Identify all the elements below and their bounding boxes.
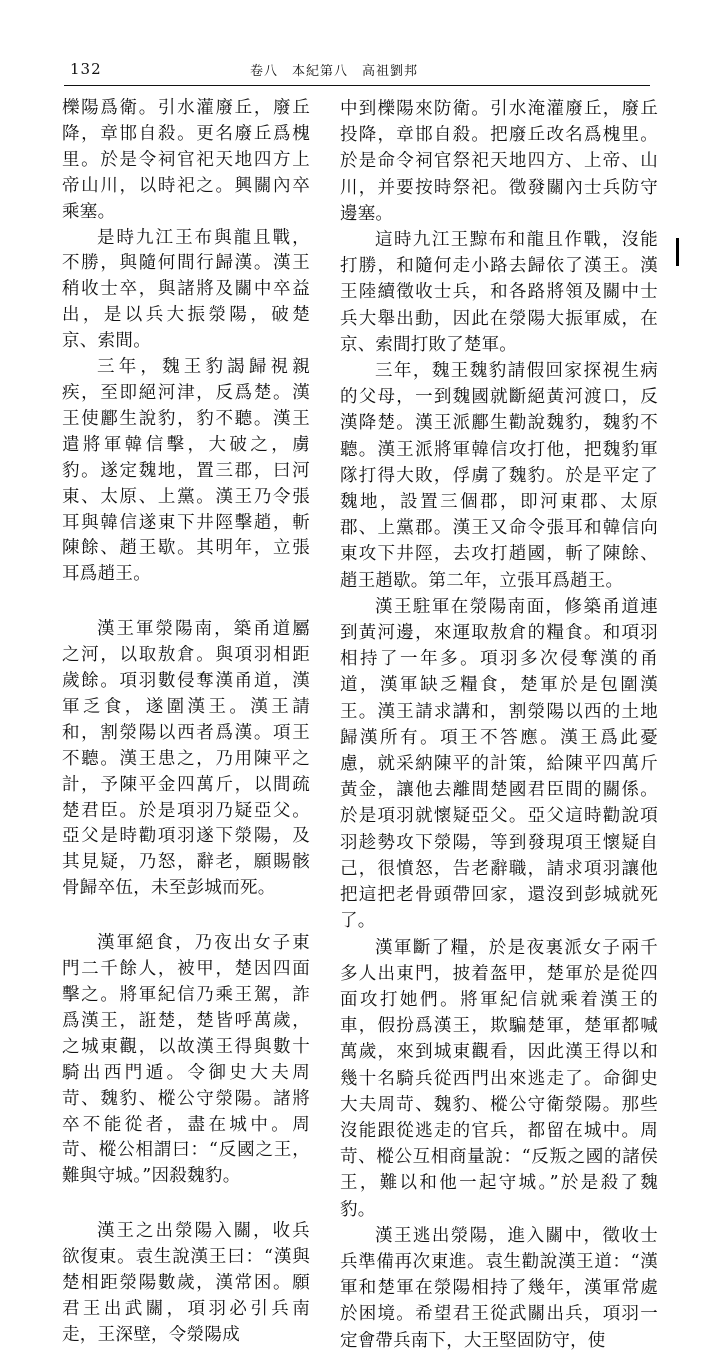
right-paragraph-4: 漢王駐軍在滎陽南面，修築甬道連到黃河邊，來運取敖倉的糧食。和項羽相持了一年多。項羽多次侵奪漢的甬道，漢軍缺乏糧食，楚軍於是包圍漢王。漢王請求講和，割滎陽以西的土地歸漢所有。項王不答應。漢王爲此憂慮，就采納陳平的計策，給陳平四萬斤黃金，讓他去離間楚國君臣間的關係。於是項羽就懷疑亞父。亞父這時勸說項羽趁勢攻下滎陽，等到發現項王懷疑自己，很憤怒，告老辭職，請求項羽讓他把這把老骨頭帶回家，還沒到彭城就死了。 [340,596,658,932]
right-paragraph-5: 漢軍斷了糧，於是夜裏派女子兩千多人出東門，披着盔甲，楚軍於是從四面攻打她們。將軍紀信就乘着漢王的車，假扮爲漢王，欺騙楚軍，楚軍都喊萬歲，來到城東觀看，因此漢王得以和幾十名騎兵從西門出來逃走了。命御史大夫周苛、魏豹、樅公守衛滎陽。那些沒能跟從逃走的官兵，都留在城中。周苛、樅公互相商量說：“反叛之國的諸侯王，難以和他一起守城。”於是殺了魏豹。 [340,937,658,1220]
left-paragraph-6: 漢王之出滎陽入關，收兵欲復東。袁生說漢王曰：“漢與楚相距滎陽數歲，漢常困。願君王出武關，項羽必引兵南走，王深壁，令滎陽成 [62,1221,310,1345]
page-number: 132 [70,60,102,78]
right-paragraph-1: 中到櫟陽來防衛。引水淹灌廢丘，廢丘投降，章邯自殺。把廢丘改名爲槐里。於是命令祠官祭祀天地四方、上帝、山川，并要按時祭祀。徵發關內士兵防守邊塞。 [340,99,658,224]
left-paragraph-4: 漢王軍滎陽南，築甬道屬之河，以取敖倉。與項羽相距歲餘。項羽數侵奪漢甬道，漢軍乏食，遂圍漢王。漢王請和，割滎陽以西者爲漢。項王不聽。漢王患之，乃用陳平之計，予陳平金四萬斤，以間疏楚君臣。於是項羽乃疑亞父。亞父是時勸項羽遂下滎陽，及其見疑，乃怒，辭老，願賜骸骨歸卒伍，未至彭城而死。 [62,619,310,899]
left-paragraph-2: 是時九江王布與龍且戰，不勝，與隨何間行歸漢。漢王稍收士卒，與諸將及關中卒益出，是以兵大振滎陽，破楚京、索間。 [62,227,310,352]
right-paragraph-3: 三年，魏王魏豹請假回家探視生病的父母，一到魏國就斷絕黃河渡口，反漢降楚。漢王派酈生勸說魏豹，魏豹不聽。漢王派將軍韓信攻打他，把魏豹軍隊打得大敗，俘虜了魏豹。於是平定了魏地，設置三個郡，即河東郡、太原郡、上黨郡。漢王又命令張耳和韓信向東攻下井陘，去攻打趙國，斬了陳餘、趙王趙歇。第二年，立張耳爲趙王。 [340,361,658,591]
right-paragraph-6: 漢王逃出滎陽，進入關中，徵收士兵準備再次東進。袁生勸說漢王道：“漢軍和楚軍在滎陽相持了幾年，漢軍常處於困境。希望君王從武關出兵，項羽一定會帶兵南下，大王堅固防守，使 [340,1225,658,1351]
running-head: 卷八 本紀第八 高祖劉邦 [250,64,419,79]
left-paragraph-3: 三年，魏王豹謁歸視親疾，至即絕河津，反爲楚。漢王使酈生說豹，豹不聽。漢王遣將軍韓信擊，大破之，虜豹。遂定魏地，置三郡，曰河東、太原、上黨。漢王乃令張耳與韓信遂東下井陘擊趙，斬陳餘、趙王歇。其明年，立張耳爲趙王。 [62,357,310,585]
margin-mark [676,238,679,266]
right-paragraph-2: 這時九江王黥布和龍且作戰，沒能打勝，和隨何走小路去歸依了漢王。漢王陸續徵收士兵，和各路將領及關中士兵大舉出動，因此在滎陽大振軍威，在京、索間打敗了楚軍。 [340,230,658,355]
left-column [62,96,310,1349]
left-paragraph-5: 漢軍絕食，乃夜出女子東門二千餘人，被甲，楚因四面擊之。將軍紀信乃乘王駕，詐爲漢王，誑楚，楚皆呼萬歲，之城東觀，以故漢王得與數十騎出西門遁。令御史大夫周苛、魏豹、樅公守滎陽。諸將卒不能從者，盡在城中。周苛、樅公相謂曰：“反國之王，難與守城。”因殺魏豹。 [62,933,310,1187]
header-rule [64,85,650,86]
left-paragraph-1: 櫟陽爲衛。引水灌廢丘，廢丘降，章邯自殺。更名廢丘爲槐里。於是令祠官祀天地四方上帝山川，以時祀之。興關內卒乘塞。 [62,98,310,222]
right-column [340,96,658,1354]
